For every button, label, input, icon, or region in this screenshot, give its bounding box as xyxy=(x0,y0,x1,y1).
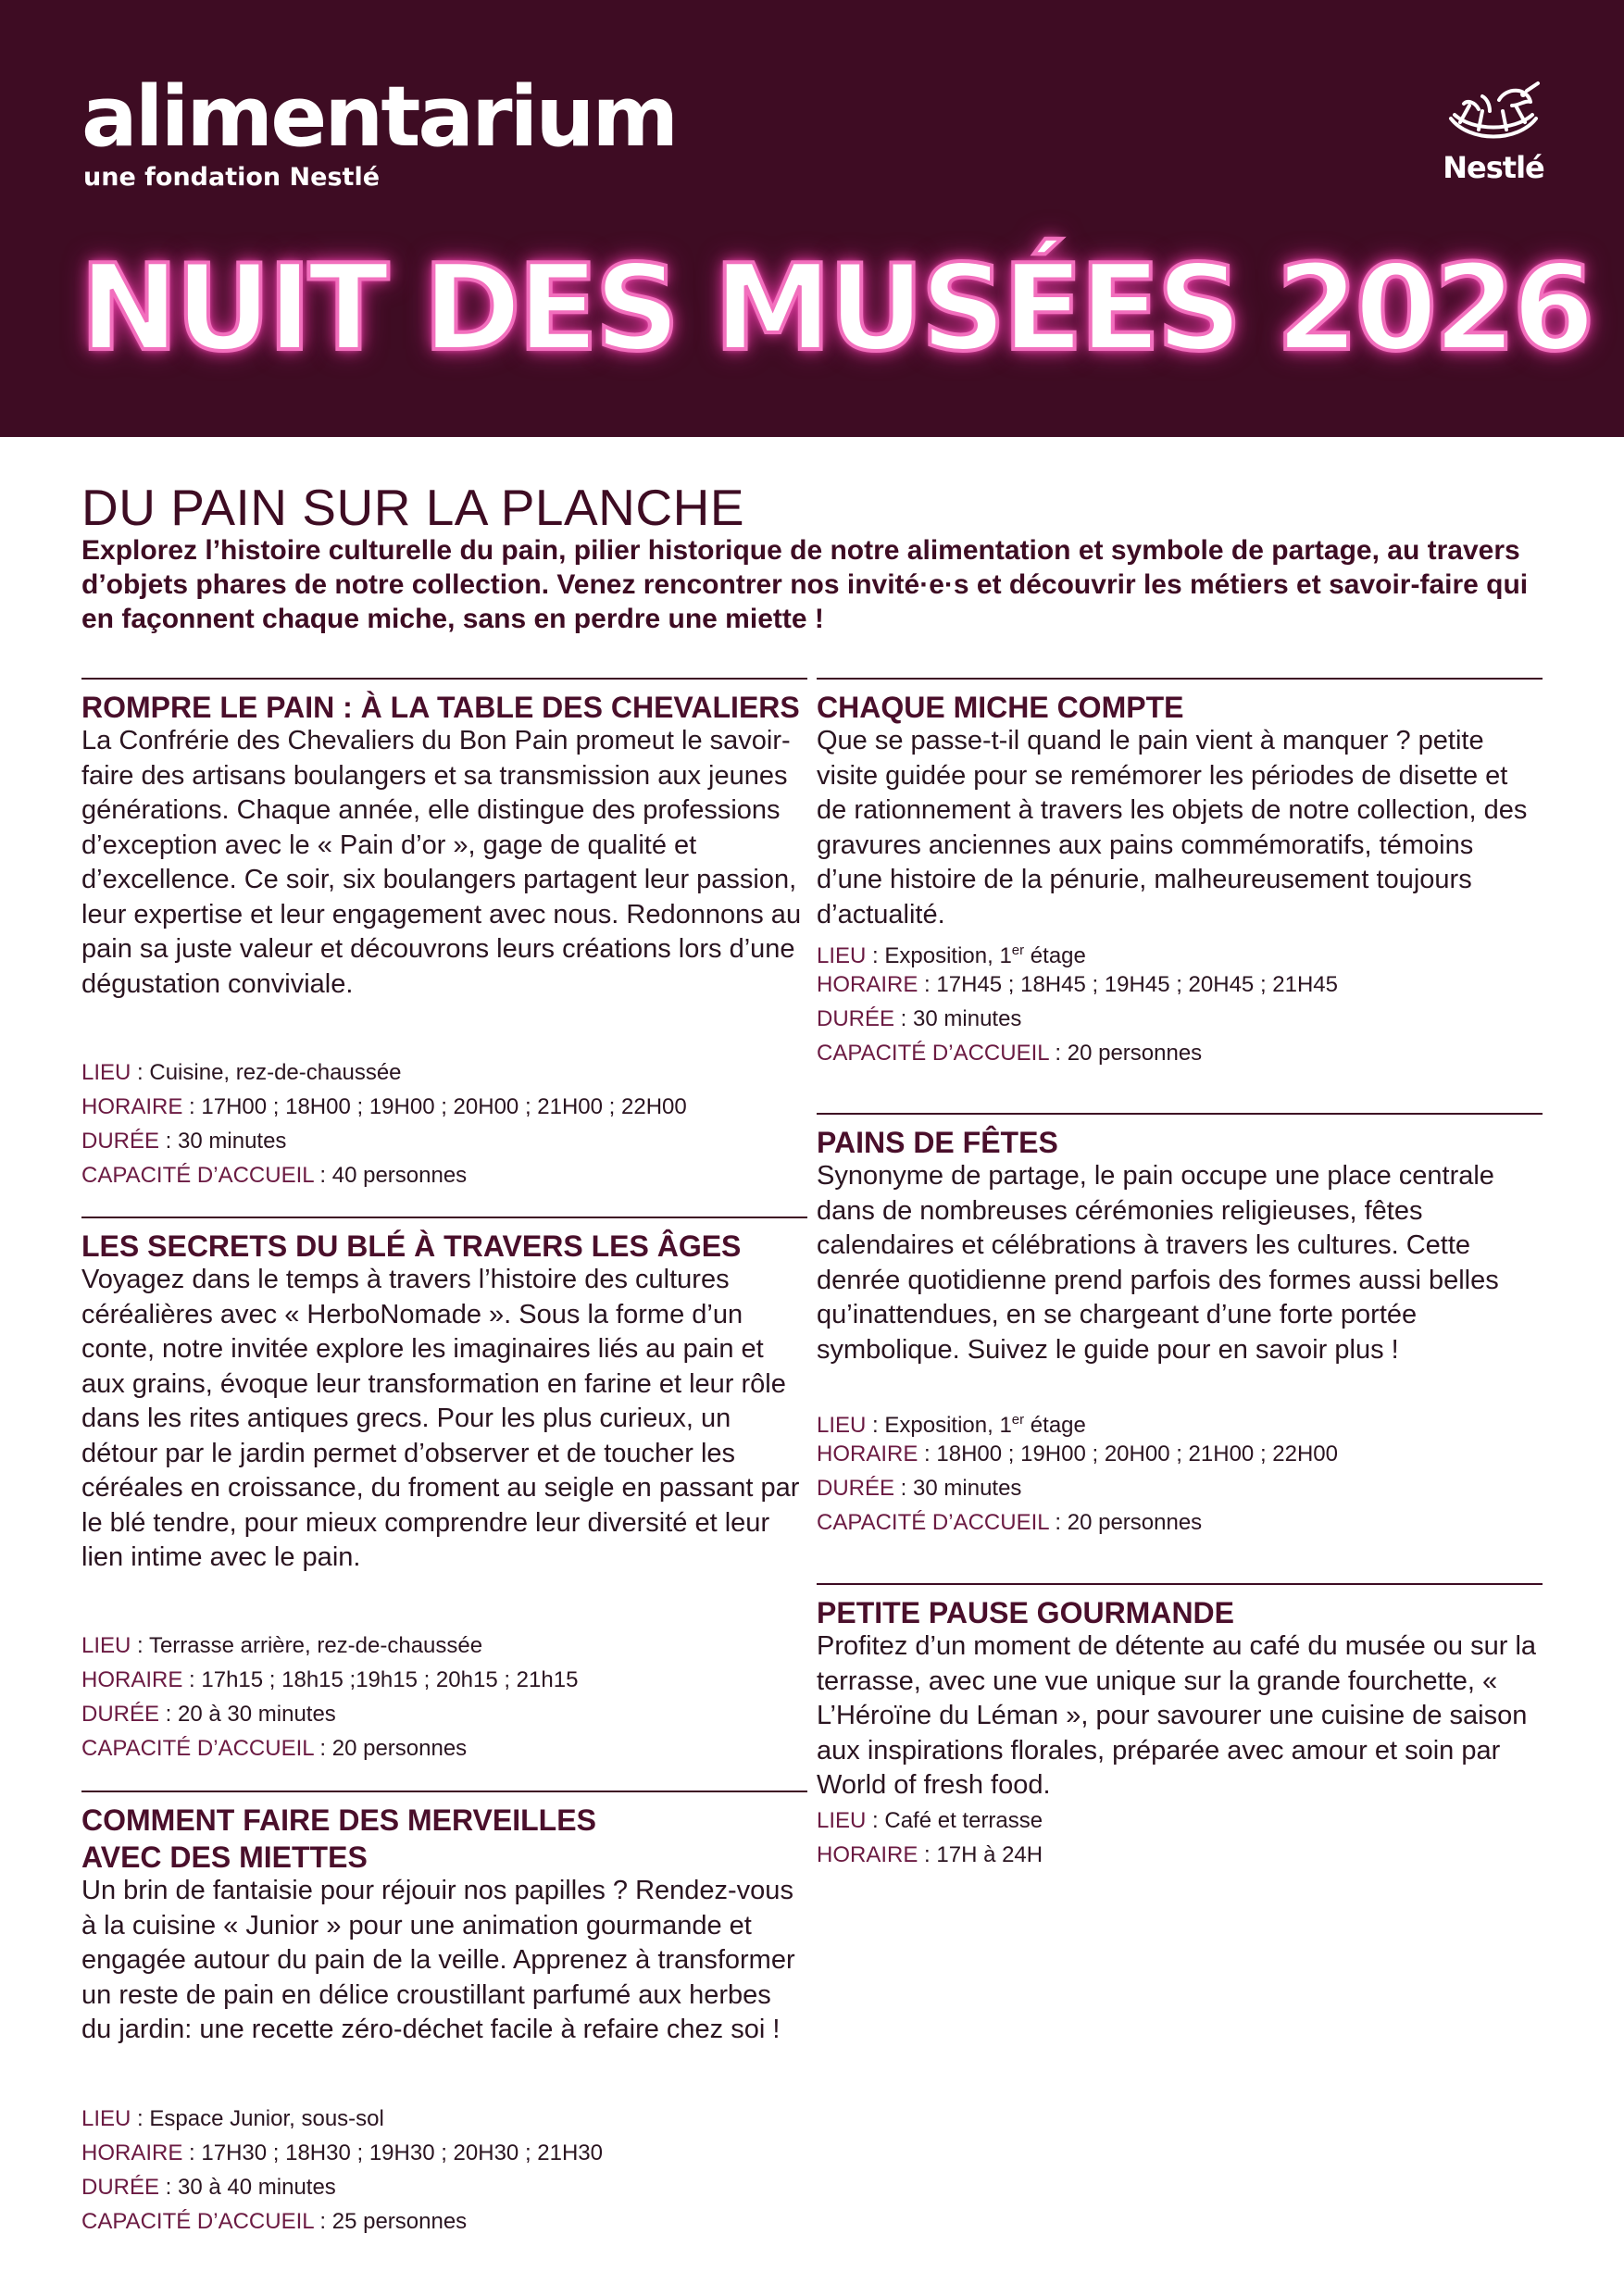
meta-lieu: LIEU : Exposition, 1er étage xyxy=(817,1412,1086,1438)
meta-capacite: CAPACITÉ D’ACCUEIL : 20 personnes xyxy=(81,1736,468,1761)
meta-label: CAPACITÉ D’ACCUEIL xyxy=(817,1041,1049,1066)
meta-value: 17H30 ; 18H30 ; 19H30 ; 20H30 ; 21H30 xyxy=(201,2140,604,2165)
meta-value: Espace Junior, sous-sol xyxy=(149,2106,384,2131)
meta-label: CAPACITÉ D’ACCUEIL xyxy=(81,1736,314,1761)
section-title: LES SECRETS DU BLÉ À TRAVERS LES ÂGES xyxy=(81,1229,742,1263)
intro-text: Explorez l’histoire culturelle du pain, pilier historique de notre alimentation et symbole de partage, au travers d’objets phares de notre collection. Venez rencontrer nos invité·e·s et découvrir les métiers et savoir-faire qui en façonnent chaque miche, sans en perdre une miette ! xyxy=(81,535,1529,634)
meta-value-after: étage xyxy=(1024,1413,1086,1438)
meta-value: Exposition, 1 xyxy=(884,1413,1012,1438)
meta-label: HORAIRE xyxy=(81,2140,183,2165)
meta-value-after: étage xyxy=(1024,943,1086,968)
meta-horaire: HORAIRE : 17H30 ; 18H30 ; 19H30 ; 20H30 ; 21H30 xyxy=(81,2140,604,2165)
meta-value: 20 personnes xyxy=(1067,1041,1203,1066)
section-title: PETITE PAUSE GOURMANDE xyxy=(817,1596,1234,1629)
nest-icon xyxy=(1442,78,1545,150)
meta-label: CAPACITÉ D’ACCUEIL xyxy=(81,1163,314,1188)
meta-label: HORAIRE xyxy=(81,1667,183,1692)
meta-label: DURÉE xyxy=(81,1129,160,1154)
meta-label: LIEU xyxy=(817,1413,867,1438)
meta-label: HORAIRE xyxy=(817,972,918,997)
meta-value: 25 personnes xyxy=(331,2209,468,2234)
section-divider xyxy=(817,1583,1543,1585)
meta-duree: DURÉE : 30 minutes xyxy=(817,1476,1022,1501)
meta-lieu: LIEU : Espace Junior, sous-sol xyxy=(81,2106,384,2131)
meta-capacite: CAPACITÉ D’ACCUEIL : 40 personnes xyxy=(81,1163,468,1188)
section-body: Que se passe-t-il quand le pain vient à manquer ? petite visite guidée pour se remémorer les périodes de disette et de rationnement à travers les objets de notre collection, des gravures anciennes aux pains commémoratifs, témoins d’une histoire de la pénurie, malheureusement toujours d’actualité. xyxy=(817,726,1528,930)
meta-value: 40 personnes xyxy=(331,1163,468,1188)
meta-value: 20 personnes xyxy=(1067,1510,1203,1535)
meta-value: 30 à 40 minutes xyxy=(178,2175,336,2200)
meta-lieu: LIEU : Café et terrasse xyxy=(817,1808,1043,1833)
section-title: CHAQUE MICHE COMPTE xyxy=(817,691,1184,724)
meta-label: HORAIRE xyxy=(81,1094,183,1119)
meta-value: Café et terrasse xyxy=(884,1808,1043,1833)
section-divider xyxy=(81,1217,807,1218)
meta-label: CAPACITÉ D’ACCUEIL xyxy=(817,1510,1049,1535)
intro-title: DU PAIN SUR LA PLANCHE xyxy=(81,479,745,536)
brand-logo: alimentarium xyxy=(81,69,677,166)
section-body: Synonyme de partage, le pain occupe une place centrale dans de nombreuses cérémonies religieuses, fêtes calendaires et célébrations à travers les cultures. Cette denrée quotidienne prend parfois des formes aussi belles qu’inattendues, en se chargeant d’une forte portée symbolique. Suivez le guide pour en savoir plus ! xyxy=(817,1161,1499,1365)
nestle-logo xyxy=(1433,78,1554,185)
meta-label: LIEU xyxy=(817,1808,867,1833)
meta-value: 17h15 ; 18h15 ;19h15 ; 20h15 ; 21h15 xyxy=(201,1667,579,1692)
meta-horaire: HORAIRE : 17H à 24H xyxy=(817,1842,1043,1867)
meta-value: Exposition, 1 xyxy=(884,943,1012,968)
meta-label: LIEU xyxy=(81,2106,131,2131)
meta-value: 17H00 ; 18H00 ; 19H00 ; 20H00 ; 21H00 ; 22H00 xyxy=(201,1094,687,1119)
section-divider xyxy=(817,678,1543,680)
section-divider xyxy=(81,678,807,680)
meta-value: 30 minutes xyxy=(913,1006,1022,1031)
header-banner xyxy=(0,0,1624,437)
meta-label: HORAIRE xyxy=(817,1441,918,1466)
meta-capacite: CAPACITÉ D’ACCUEIL : 20 personnes xyxy=(817,1510,1203,1535)
meta-sup: er xyxy=(1011,942,1025,958)
section-divider xyxy=(81,1791,807,1792)
event-title: NUIT DES MUSÉES 2026 xyxy=(80,240,1592,378)
meta-label: LIEU xyxy=(81,1633,131,1658)
meta-duree: DURÉE : 30 minutes xyxy=(817,1006,1022,1031)
meta-value: 20 personnes xyxy=(331,1736,468,1761)
meta-duree: DURÉE : 20 à 30 minutes xyxy=(81,1702,336,1727)
meta-horaire: HORAIRE : 18H00 ; 19H00 ; 20H00 ; 21H00 ; 22H00 xyxy=(817,1441,1339,1466)
meta-label: HORAIRE xyxy=(817,1842,918,1867)
meta-label: DURÉE xyxy=(81,2175,160,2200)
meta-value: 20 à 30 minutes xyxy=(178,1702,336,1727)
meta-value: Terrasse arrière, rez-de-chaussée xyxy=(148,1633,483,1658)
section-title: ROMPRE LE PAIN : À LA TABLE DES CHEVALIERS xyxy=(81,691,800,724)
nestle-wordmark: Nestlé xyxy=(1443,150,1544,185)
meta-value: 30 minutes xyxy=(178,1129,287,1154)
meta-label: DURÉE xyxy=(817,1476,895,1501)
meta-lieu: LIEU : Cuisine, rez-de-chaussée xyxy=(81,1060,402,1085)
brand-subtitle: une fondation Nestlé xyxy=(83,163,381,192)
meta-label: LIEU xyxy=(817,943,867,968)
meta-horaire: HORAIRE : 17H00 ; 18H00 ; 19H00 ; 20H00 ; 21H00 ; 22H00 xyxy=(81,1094,687,1119)
meta-horaire: HORAIRE : 17H45 ; 18H45 ; 19H45 ; 20H45 ; 21H45 xyxy=(817,972,1339,997)
meta-label: DURÉE xyxy=(81,1702,160,1727)
meta-sup: er xyxy=(1011,1412,1025,1428)
meta-label: DURÉE xyxy=(817,1006,895,1031)
meta-label: LIEU xyxy=(81,1060,131,1085)
meta-lieu: LIEU : Exposition, 1er étage xyxy=(817,942,1086,968)
meta-lieu: LIEU : Terrasse arrière, rez-de-chaussée xyxy=(81,1633,483,1658)
section-title-line1: COMMENT FAIRE DES MERVEILLES xyxy=(81,1803,596,1837)
section-body: La Confrérie des Chevaliers du Bon Pain promeut le savoir-faire des artisans boulangers et sa transmission aux jeunes générations. Chaque année, elle distingue des professions d’exception avec le « Pain d’or », gage de qualité et d’excellence. Ce soir, six boulangers partagent leur passion, leur expertise et leur engagement avec nous. Redonnons au pain sa juste valeur et découvrons leurs créations lors d’une dégustation conviviale. xyxy=(81,726,802,999)
meta-capacite: CAPACITÉ D’ACCUEIL : 25 personnes xyxy=(81,2209,468,2234)
section-body: Un brin de fantaisie pour réjouir nos papilles ? Rendez-vous à la cuisine « Junior » pour une animation gourmande et engagée autour du pain de la veille. Apprenez à transformer un reste de pain en délice croustillant parfumé aux herbes du jardin: une recette zéro-déchet facile à refaire chez soi ! xyxy=(81,1876,795,2044)
section-body: Profitez d’un moment de détente au café du musée ou sur la terrasse, avec une vue unique sur la grande fourchette, « L’Héroïne du Léman », pour savourer une cuisine de saison aux inspirations florales, préparée avec amour et soin par World of fresh food. xyxy=(817,1631,1537,1800)
meta-value: 18H00 ; 19H00 ; 20H00 ; 21H00 ; 22H00 xyxy=(936,1441,1339,1466)
section-title: PAINS DE FÊTES xyxy=(817,1126,1058,1159)
meta-label: CAPACITÉ D’ACCUEIL xyxy=(81,2209,314,2234)
meta-capacite: CAPACITÉ D’ACCUEIL : 20 personnes xyxy=(817,1041,1203,1066)
section-body: Voyagez dans le temps à travers l’histoire des cultures céréalières avec « HerboNomade ». Sous la forme d’un conte, notre invitée explore les imaginaires liés au pain et aux grains, évoque leur transformation en farine et leur rôle dans les rites antiques grecs. Pour les plus curieux, un détour par le jardin permet d’observer et de toucher les céréales en croissance, du froment au seigle en passant par le blé tendre, pour mieux comprendre leur diversité et leur lien intime avec le pain. xyxy=(81,1265,800,1572)
meta-value: 17H45 ; 18H45 ; 19H45 ; 20H45 ; 21H45 xyxy=(936,972,1339,997)
meta-value: 30 minutes xyxy=(913,1476,1022,1501)
meta-value: 17H à 24H xyxy=(936,1842,1043,1867)
section-title-line2: AVEC DES MIETTES xyxy=(81,1841,368,1874)
meta-value: Cuisine, rez-de-chaussée xyxy=(149,1060,402,1085)
section-divider xyxy=(817,1113,1543,1115)
meta-duree: DURÉE : 30 minutes xyxy=(81,1129,287,1154)
meta-duree: DURÉE : 30 à 40 minutes xyxy=(81,2175,336,2200)
meta-horaire: HORAIRE : 17h15 ; 18h15 ;19h15 ; 20h15 ; 21h15 xyxy=(81,1667,579,1692)
